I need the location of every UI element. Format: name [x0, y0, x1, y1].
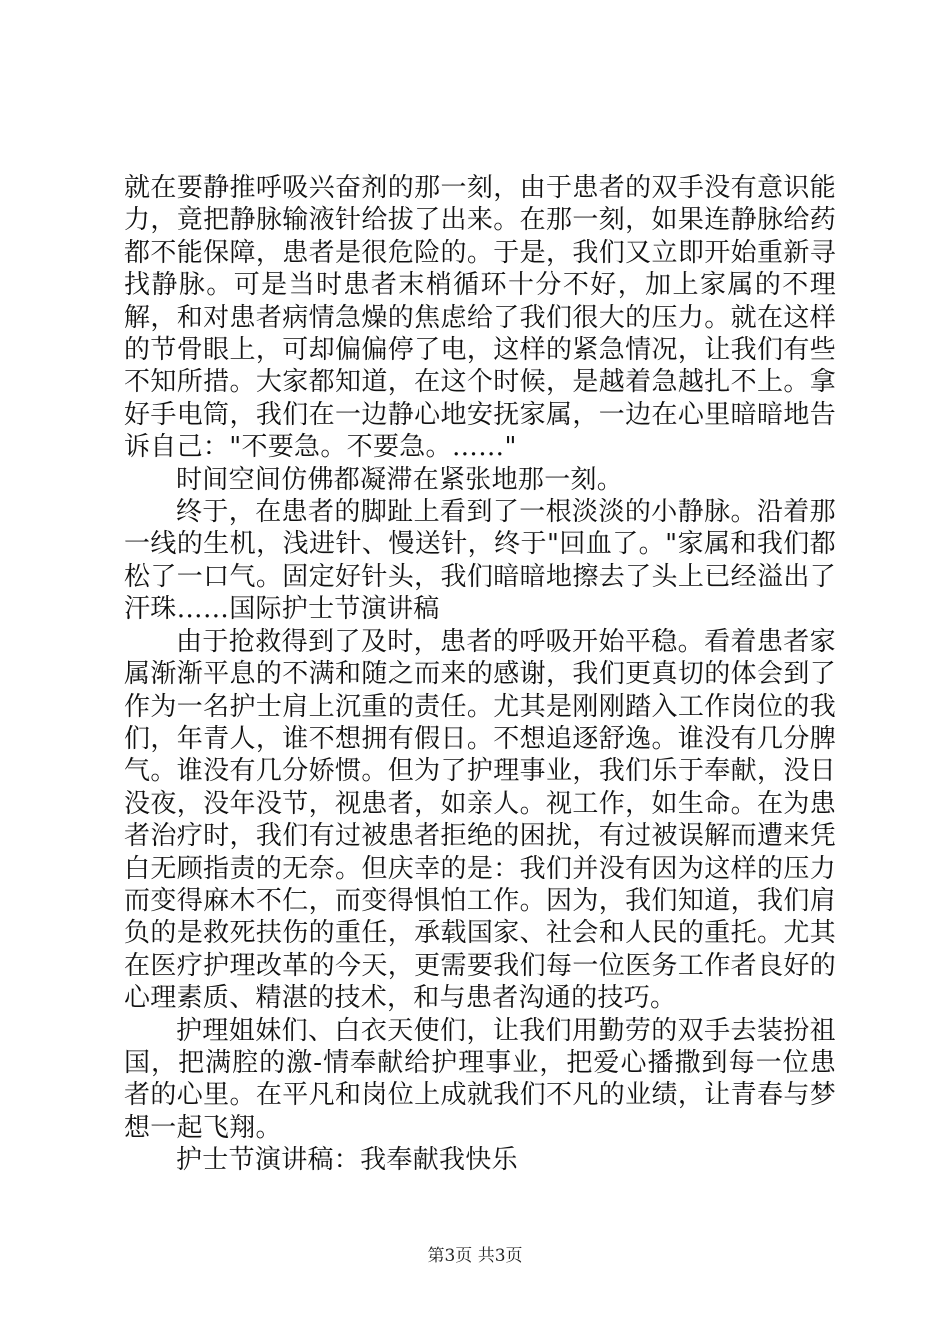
paragraph-3: 终于，在患者的脚趾上看到了一根淡淡的小静脉。沿着那一线的生机，浅进针、慢送针，终于"回血了。"家属和我们都松了一口气。固定好针头，我们暗暗地擦去了头上已经溢出了汗珠……国际护士节演讲稿 — [124, 497, 836, 625]
document-body — [124, 172, 836, 1177]
paragraph-4: 由于抢救得到了及时，患者的呼吸开始平稳。看着患者家属渐渐平息的不满和随之而来的感谢，我们更真切的体会到了作为一名护士肩上沉重的责任。尤其是刚刚踏入工作岗位的我们，年青人，谁不想拥有假日。不想追逐舒逸。谁没有几分脾气。谁没有几分娇惯。但为了护理事业，我们乐于奉献，没日没夜，没年没节，视患者，如亲人。视工作，如生命。在为患者治疗时，我们有过被患者拒绝的困扰，有过被误解而遭来凭白无顾指责的无奈。但庆幸的是：我们并没有因为这样的压力而变得麻木不仁，而变得惧怕工作。因为，我们知道，我们肩负的是救死扶伤的重任，承载国家、社会和人民的重托。尤其在医疗护理改革的今天，更需要我们每一位医务工作者良好的心理素质、精湛的技术，和与患者沟通的技巧。 — [124, 626, 836, 1014]
paragraph-1: 就在要静推呼吸兴奋剂的那一刻，由于患者的双手没有意识能力，竟把静脉输液针给拔了出来。在那一刻，如果连静脉给药都不能保障，患者是很危险的。于是，我们又立即开始重新寻找静脉。可是当时患者末梢循环十分不好，加上家属的不理解，和对患者病情急燥的焦虑给了我们很大的压力。就在这样的节骨眼上，可却偏偏停了电，这样的紧急情况，让我们有些不知所措。大家都知道，在这个时候，是越着急越扎不上。拿好手电筒，我们在一边静心地安抚家属，一边在心里暗暗地告诉自己："不要急。不要急。……" — [124, 173, 836, 463]
page-footer: 第3页 共3页 — [427, 1246, 523, 1266]
paragraph-6: 护士节演讲稿：我奉献我快乐 — [176, 1145, 518, 1176]
paragraph-5: 护理姐妹们、白衣天使们，让我们用勤劳的双手去装扮祖国，把满腔的激-情奉献给护理事业，把爱心播撒到每一位患者的心里。在平凡和岗位上成就我们不凡的业绩，让青春与梦想一起飞翔。 — [124, 1015, 836, 1143]
paragraph-2: 时间空间仿佛都凝滞在紧张地那一刻。 — [176, 464, 624, 495]
